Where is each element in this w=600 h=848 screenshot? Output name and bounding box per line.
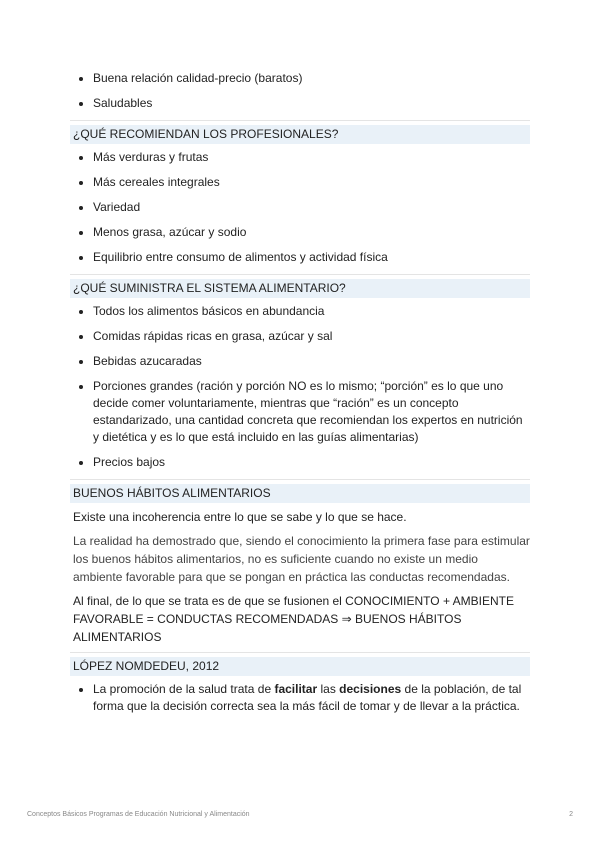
section-header-profesionales: ¿QUÉ RECOMIENDAN LOS PROFESIONALES? [70,125,530,144]
list-item: Variedad [70,199,530,216]
list-item [70,681,530,715]
list-item: Precios bajos [70,454,530,471]
list-item: Bebidas azucaradas [70,353,530,370]
top-list [70,70,530,112]
text-run: La promoción de la salud trata de [93,682,275,696]
list-item: Más verduras y frutas [70,149,530,166]
separator [70,274,530,275]
page-number: 2 [569,811,573,818]
footer-title: Conceptos Básicos Programas de Educación Nutricional y Alimentación [27,811,250,818]
list-item: Más cereales integrales [70,174,530,191]
list-item: Comidas rápidas ricas en grasa, azúcar y sal [70,328,530,345]
paragraph-formula: Al final, de lo que se trata es de que se fusionen el CONOCIMIENTO + AMBIENTE FAVORABLE = CONDUCTAS RECOMENDADAS ⇒ BUENOS HÁBITOS ALIMENTARIOS [73,594,514,644]
lopez-list [70,681,530,715]
page-footer [27,811,573,818]
section-header-lopez: LÓPEZ NOMDEDEU, 2012 [70,657,530,676]
text-run: las [317,682,340,696]
list-item: Saludables [70,95,530,112]
text-run: de la población, de tal forma que la decisión correcta sea la más fácil de tomar y de llevar a la práctica. [93,682,522,713]
list-item: Equilibrio entre consumo de alimentos y actividad física [70,249,530,266]
section-header-habitos: BUENOS HÁBITOS ALIMENTARIOS [70,484,530,503]
bold-text-facilitar: facilitar [274,682,318,696]
list-item: Menos grasa, azúcar y sodio [70,224,530,241]
bold-text-decisiones: decisiones [339,682,402,696]
list-item: Porciones grandes (ración y porción NO es lo mismo; “porción” es lo que uno decide comer voluntariamente, mientras que “ración” es un concepto estandarizado, una cantidad concreta que recomiendan los expertos en nutrición y dietética y es lo que está incluido en las guías alimentarias) [70,378,530,446]
sistema-list [70,303,530,471]
page-content [70,70,530,723]
list-item: Todos los alimentos básicos en abundancia [70,303,530,320]
list-item: Buena relación calidad-precio (baratos) [70,70,530,87]
separator [70,652,530,653]
paragraph-realidad: La realidad ha demostrado que, siendo el conocimiento la primera fase para estimular los buenos hábitos alimentarios, no es suficiente cuando no existe un medio ambiente favorable para que se pongan en práctica las conductas recomendadas. [73,534,530,584]
separator [70,120,530,121]
section-header-sistema: ¿QUÉ SUMINISTRA EL SISTEMA ALIMENTARIO? [70,279,530,298]
paragraph-incoherencia: Existe una incoherencia entre lo que se sabe y lo que se hace. [73,510,407,524]
profesionales-list [70,149,530,266]
separator [70,479,530,480]
